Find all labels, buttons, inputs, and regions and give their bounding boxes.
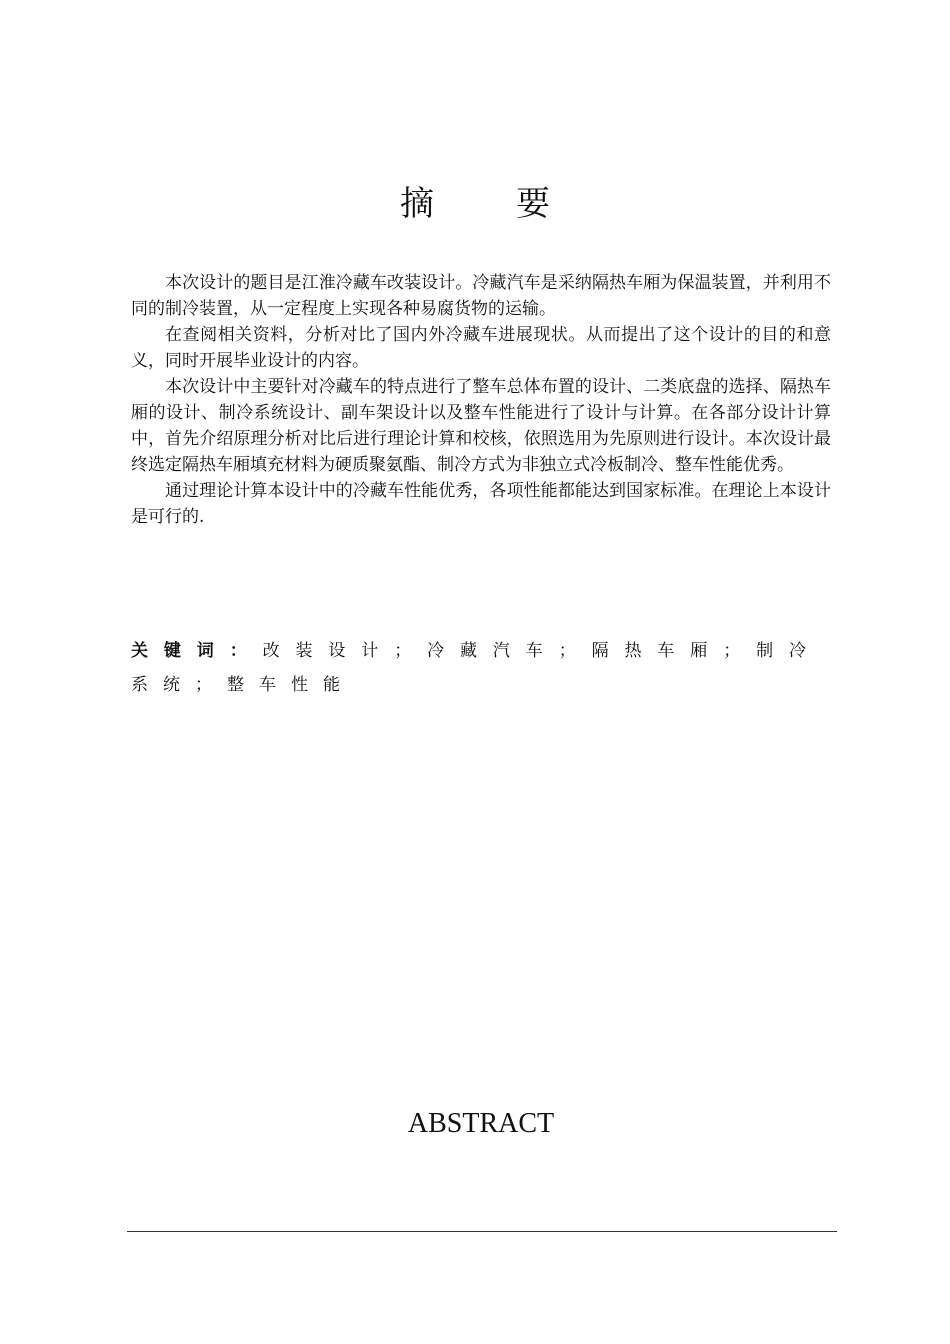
keywords-label: 关键词： bbox=[131, 641, 263, 661]
abstract-paragraph: 本次设计中主要针对冷藏车的特点进行了整车总体布置的设计、二类底盘的选择、隔热车厢的设计、制冷系统设计、副车架设计以及整车性能进行了设计与计算。在各部分设计计算中，首先介绍原理分析对比后进行理论计算和校核，依照选用为先原则进行设计。本次设计最终选定隔热车厢填充材料为硬质聚氨酯、制冷方式为非独立式冷板制冷、整车性能优秀。 bbox=[131, 377, 831, 475]
footer-divider bbox=[127, 1231, 837, 1232]
abstract-paragraph: 通过理论计算本设计中的冷藏车性能优秀，各项性能都能达到国家标准。在理论上本设计是可行的. bbox=[131, 481, 831, 527]
abstract-paragraph: 本次设计的题目是江淮冷藏车改装设计。冷藏汽车是采纳隔热车厢为保温装置，并利用不同的制冷装置，从一定程度上实现各种易腐货物的运输。 bbox=[131, 273, 831, 319]
keywords-text: 改装设计；冷藏汽车；隔热车厢；制冷系统；整车性能 bbox=[131, 641, 822, 695]
abstract-title bbox=[0, 182, 950, 226]
keywords-section bbox=[131, 634, 821, 702]
abstract-body bbox=[131, 270, 831, 530]
abstract-paragraph: 在查阅相关资料，分析对比了国内外冷藏车进展现状。从而提出了这个设计的目的和意义，同时开展毕业设计的内容。 bbox=[131, 325, 831, 371]
english-abstract-title: ABSTRACT bbox=[407, 1108, 555, 1139]
abstract-title-char-1: 摘 bbox=[400, 184, 434, 224]
abstract-title-char-2: 要 bbox=[516, 184, 550, 224]
